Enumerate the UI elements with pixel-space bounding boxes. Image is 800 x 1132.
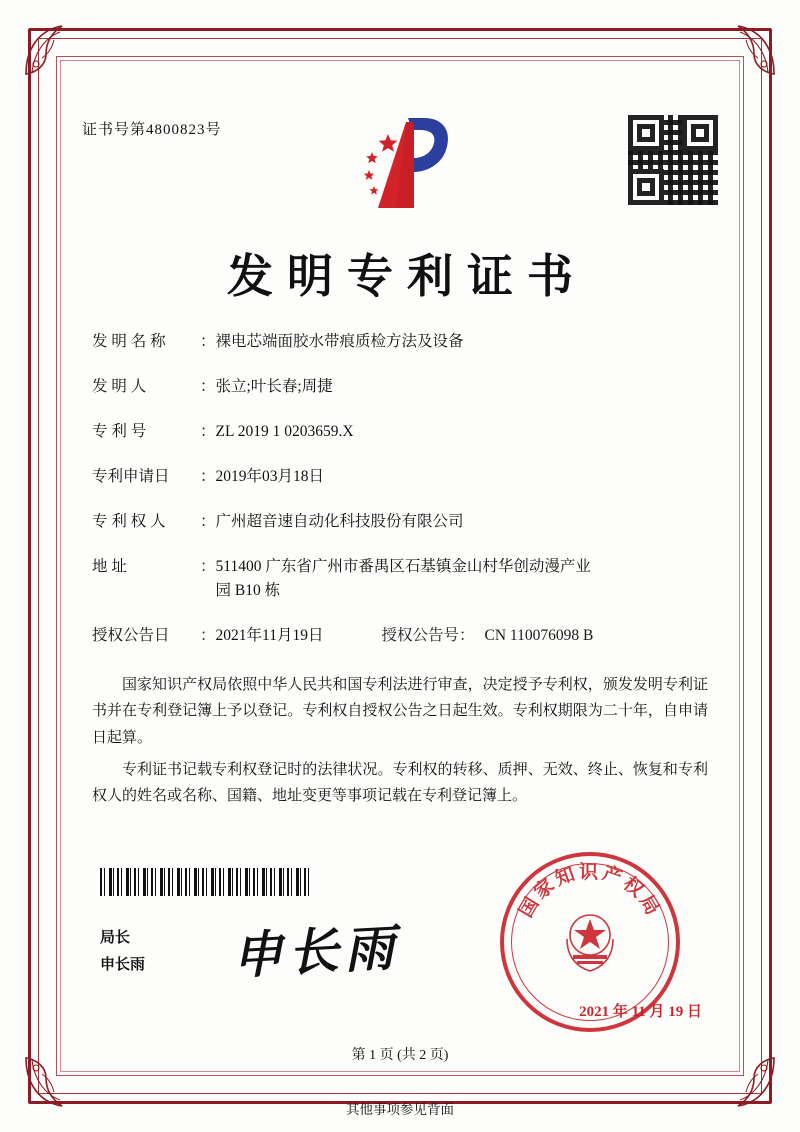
field-label: 专利申请日 [92, 468, 170, 486]
field-list [92, 330, 708, 669]
field-colon: ： [200, 333, 216, 350]
signature-title: 局长 [100, 930, 131, 946]
address-line-1: 511400 广东省广州市番禺区石基镇金山村华创动漫产业 [215, 558, 591, 576]
page-number: 第 1 页 (共 2 页) [351, 1048, 449, 1063]
qr-code [628, 115, 718, 205]
field-row-inventors [92, 375, 708, 399]
field-row-patentee [92, 510, 708, 534]
field-label: 专 利 号 [92, 423, 147, 441]
signature-name: 申长雨 [100, 957, 146, 973]
field-row-announcement [92, 624, 708, 648]
paragraph-1: 国家知识产权局依照中华人民共和国专利法进行审查，决定授予专利权，颁发发明专利证书并在专利登记簿上予以登记。专利权自授权公告之日起生效。专利权期限为二十年，自申请日起算。 [92, 677, 708, 746]
corner-flourish-icon [720, 20, 780, 80]
field-label-announcement-number: 授权公告号 [381, 627, 459, 645]
field-value-announcement-number: CN 110076098 B [484, 627, 594, 645]
field-colon: ： [200, 468, 216, 486]
field-value-announcement-date: 2021年11月19日 [215, 627, 324, 645]
field-label: 授权公告日 [92, 627, 170, 645]
field-label: 发 明 名 称 [92, 333, 166, 350]
signature-block [100, 925, 145, 979]
field-row-application-date [92, 465, 708, 489]
field-colon: ： [200, 378, 216, 396]
field-label: 发 明 人 [92, 378, 147, 396]
field-label: 专 利 权 人 [92, 513, 166, 531]
national-emblem-icon [553, 905, 627, 979]
field-row-invention-name [92, 330, 708, 354]
cnipa-logo-icon [352, 112, 462, 217]
corner-flourish-icon [20, 20, 80, 80]
page-title: 发明专利证书 [227, 249, 587, 303]
field-colon: ： [200, 627, 216, 645]
field-row-patent-number [92, 420, 708, 444]
handwritten-signature: 申长雨 [230, 917, 402, 986]
field-value: 裸电芯端面胶水带痕质检方法及设备 [215, 333, 464, 350]
field-value: 张立;叶长春;周捷 [215, 378, 333, 396]
field-colon: ： [200, 423, 216, 441]
field-value: ZL 2019 1 0203659.X [215, 423, 354, 441]
address-line-2: 园 B10 栋 [215, 582, 281, 600]
field-colon: ： [458, 627, 475, 645]
field-label: 地 址 [92, 558, 127, 576]
field-colon: ： [200, 513, 216, 531]
field-value: 2019年03月18日 [215, 468, 325, 486]
svg-text:国家知识产权局: 国家知识产权局 [514, 861, 666, 922]
field-colon: ： [200, 558, 216, 576]
paragraph-2: 专利证书记载专利权登记时的法律状况。专利权的转移、质押、无效、终止、恢复和专利权人的姓名或名称、国籍、地址变更等事项记载在专利登记簿上。 [92, 761, 708, 804]
field-value [216, 555, 708, 603]
legal-text [92, 672, 708, 815]
seal-date: 2021 年 11 月 19 日 [579, 1004, 702, 1020]
barcode [100, 868, 312, 896]
field-value: 广州超音速自动化科技股份有限公司 [215, 513, 464, 531]
footer-note: 其他事项参见背面 [346, 1102, 454, 1117]
certificate-number: 证书号第4800823号 [82, 122, 222, 138]
field-row-address [92, 555, 708, 603]
